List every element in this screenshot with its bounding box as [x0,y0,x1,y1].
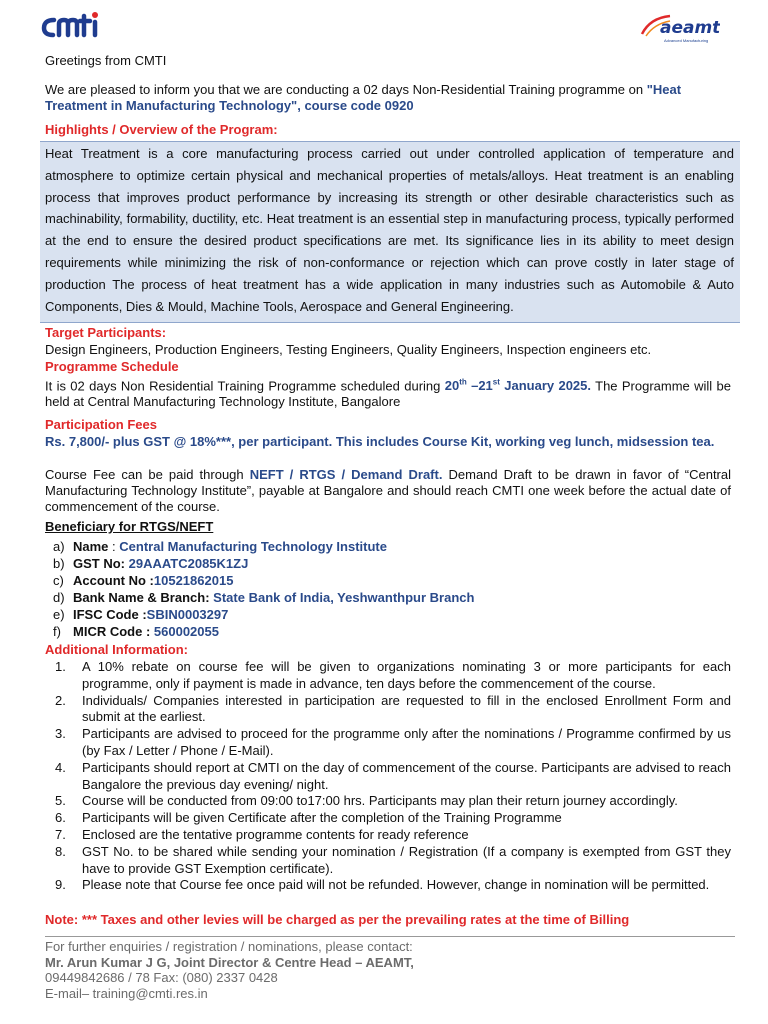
item-marker: d) [53,590,65,605]
start-day-suffix: th [459,378,467,387]
item-marker: e) [53,607,65,622]
intro-text: We are pleased to inform you that we are conducting a 02 days Non-Residential Training programme on [45,82,647,97]
info-item [45,659,731,693]
item-label: Name [73,539,109,554]
info-text: Individuals/ Companies interested in participation are requested to fill in the enclosed Enrollment Form and submit at the earliest. [82,692,731,725]
beneficiary-item [45,589,731,606]
greeting: Greetings from CMTI [45,53,167,68]
contact-email[interactable]: E-mail– training@cmti.res.in [45,985,208,1001]
item-value: State Bank of India, Yeshwanthpur Branch [213,590,475,605]
info-text: Participants should report at CMTI on the day of commencement of the course. Participants are advised to reach Bangalore the previous day evening/ night. [82,759,731,792]
beneficiary-list [45,538,731,640]
cmti-logo [40,10,110,40]
info-text: Participants will be given Certificate after the completion of the Training Programme [82,810,562,826]
aeamt-tagline: Advanced Manufacturing [664,38,709,43]
info-number: 6. [55,810,66,826]
fees-heading: Participation Fees [45,417,157,432]
info-number: 9. [55,877,66,893]
info-number: 2. [55,692,66,708]
beneficiary-item [45,572,731,589]
contact-phone: 09449842686 / 78 Fax: (080) 2337 0428 [45,970,278,985]
billing-note: Note: *** Taxes and other levies will be charged as per the prevailing rates at the time of Billing [45,912,630,927]
item-value: 29AAATC2085K1ZJ [128,556,249,571]
info-item [45,760,731,794]
schedule-month: January 2025. [499,378,592,394]
info-number: 5. [55,793,66,809]
additional-list [45,659,731,894]
beneficiary-item [45,606,731,623]
target-heading: Target Participants: [45,325,167,340]
schedule-body [45,375,731,410]
info-number: 7. [55,826,66,842]
payment-modes: NEFT / RTGS / Demand Draft. [249,467,443,482]
info-item [45,827,731,844]
item-value: SBIN0003297 [146,607,229,622]
schedule-dates [445,378,591,393]
svg-text:aeamt: aeamt [660,18,720,38]
contact-footer [45,939,731,1001]
info-number: 3. [55,726,66,742]
info-item [45,844,731,878]
item-label: Bank Name & Branch: [73,590,210,605]
info-text: Participants are advised to proceed for the programme only after the nominations / Programme confirmed by us (by Fax / Letter / Phone / E-Mail). [82,726,731,758]
schedule-text: It is 02 days Non Residential Training Programme scheduled during [45,378,445,394]
item-marker: a) [53,539,65,554]
schedule-venue: The Programme will be held at Central Manufacturing Technology Institute, Bangalore [45,378,731,410]
payment-details: Demand Draft to be drawn in favor of “Central Manufacturing Technology Institute”, payable at Bangalore and should reach CMTI one week before the actual date of commencement of the course. [45,467,731,514]
info-text: Course will be conducted from 09:00 to17:00 hrs. Participants may plan their return journey accordingly. [82,793,678,809]
info-text: GST No. to be shared while sending your nomination / Registration (If a company is exempted from GST they have to provide GST Exemption certificate). [82,843,731,876]
item-label: IFSC Code : [73,607,147,622]
info-text: Enclosed are the tentative programme contents for ready reference [82,826,469,842]
start-day: 20 [444,378,460,394]
beneficiary-item [45,555,731,572]
course-title: "Heat Treatment in Manufacturing Technology", course code 0920 [45,82,682,113]
item-value: 10521862015 [153,573,234,588]
highlights-heading: Highlights / Overview of the Program: [45,122,278,137]
info-item [45,726,731,760]
beneficiary-heading: Beneficiary for RTGS/NEFT [45,519,214,534]
info-text: A 10% rebate on course fee will be given to organizations nominating 3 or more participants for each programme, only if payment is made in advance, ten days before the commencement of the course. [82,659,731,691]
info-number: 8. [55,843,66,859]
beneficiary-item [45,623,731,640]
item-label: GST No: [73,556,125,571]
fees-amount: Rs. 7,800/- plus GST @ 18%***, per participant. This includes Course Kit, working veg lunch, midsession tea. [45,434,715,449]
info-item [45,877,731,894]
end-day: –21 [466,378,493,394]
item-label: Account No : [73,573,154,588]
item-marker: c) [53,573,64,588]
contact-intro: For further enquiries / registration / nominations, please contact: [45,939,413,954]
payment-text: Course Fee can be paid through [45,467,250,482]
item-value: 560002055 [153,624,219,639]
item-label: MICR Code : [73,624,151,639]
beneficiary-item [45,538,731,555]
intro-paragraph [45,82,731,114]
additional-heading: Additional Information: [45,642,188,657]
end-day-suffix: st [492,378,500,387]
item-marker: f) [53,624,61,639]
info-item [45,793,731,810]
schedule-heading: Programme Schedule [45,359,179,374]
info-text: Please note that Course fee once paid will not be refunded. However, change in nomination will be permitted. [82,877,710,893]
aeamt-logo [640,10,720,44]
contact-person: Mr. Arun Kumar J G, Joint Director & Centre Head – AEAMT, [45,954,414,970]
footer-divider [45,936,735,937]
fees-payment [45,467,731,515]
highlights-body: Heat Treatment is a core manufacturing process carried out under controlled application of temperature and atmosphere to optimize certain physical and mechanical properties of metals/alloys. Heat treatment is an enabling process that improves product performance by increasing its strength or other desirable characteristics such as machinability, formability, ductility, etc. Heat treatment is an essential step in manufacturing process, typically performed at the end to ensure the desired product specifications are met. Its significance lies in its ability to meet design requirements while minimizing the risk of non-conformance or rejection which can prove costly in later stage of production The process of heat treatment has a wide application in many industries such as Automobile & Auto Components, Dies & Mould, Machine Tools, Aerospace and General Engineering. [45,146,734,314]
info-number: 1. [55,659,66,674]
item-value: Central Manufacturing Technology Institute [119,539,387,554]
item-marker: b) [53,556,65,571]
info-item [45,693,731,727]
info-item [45,810,731,827]
target-body: Design Engineers, Production Engineers, Testing Engineers, Quality Engineers, Inspection engineers etc. [45,342,652,357]
item-separator: : [108,539,120,554]
info-number: 4. [55,759,66,775]
